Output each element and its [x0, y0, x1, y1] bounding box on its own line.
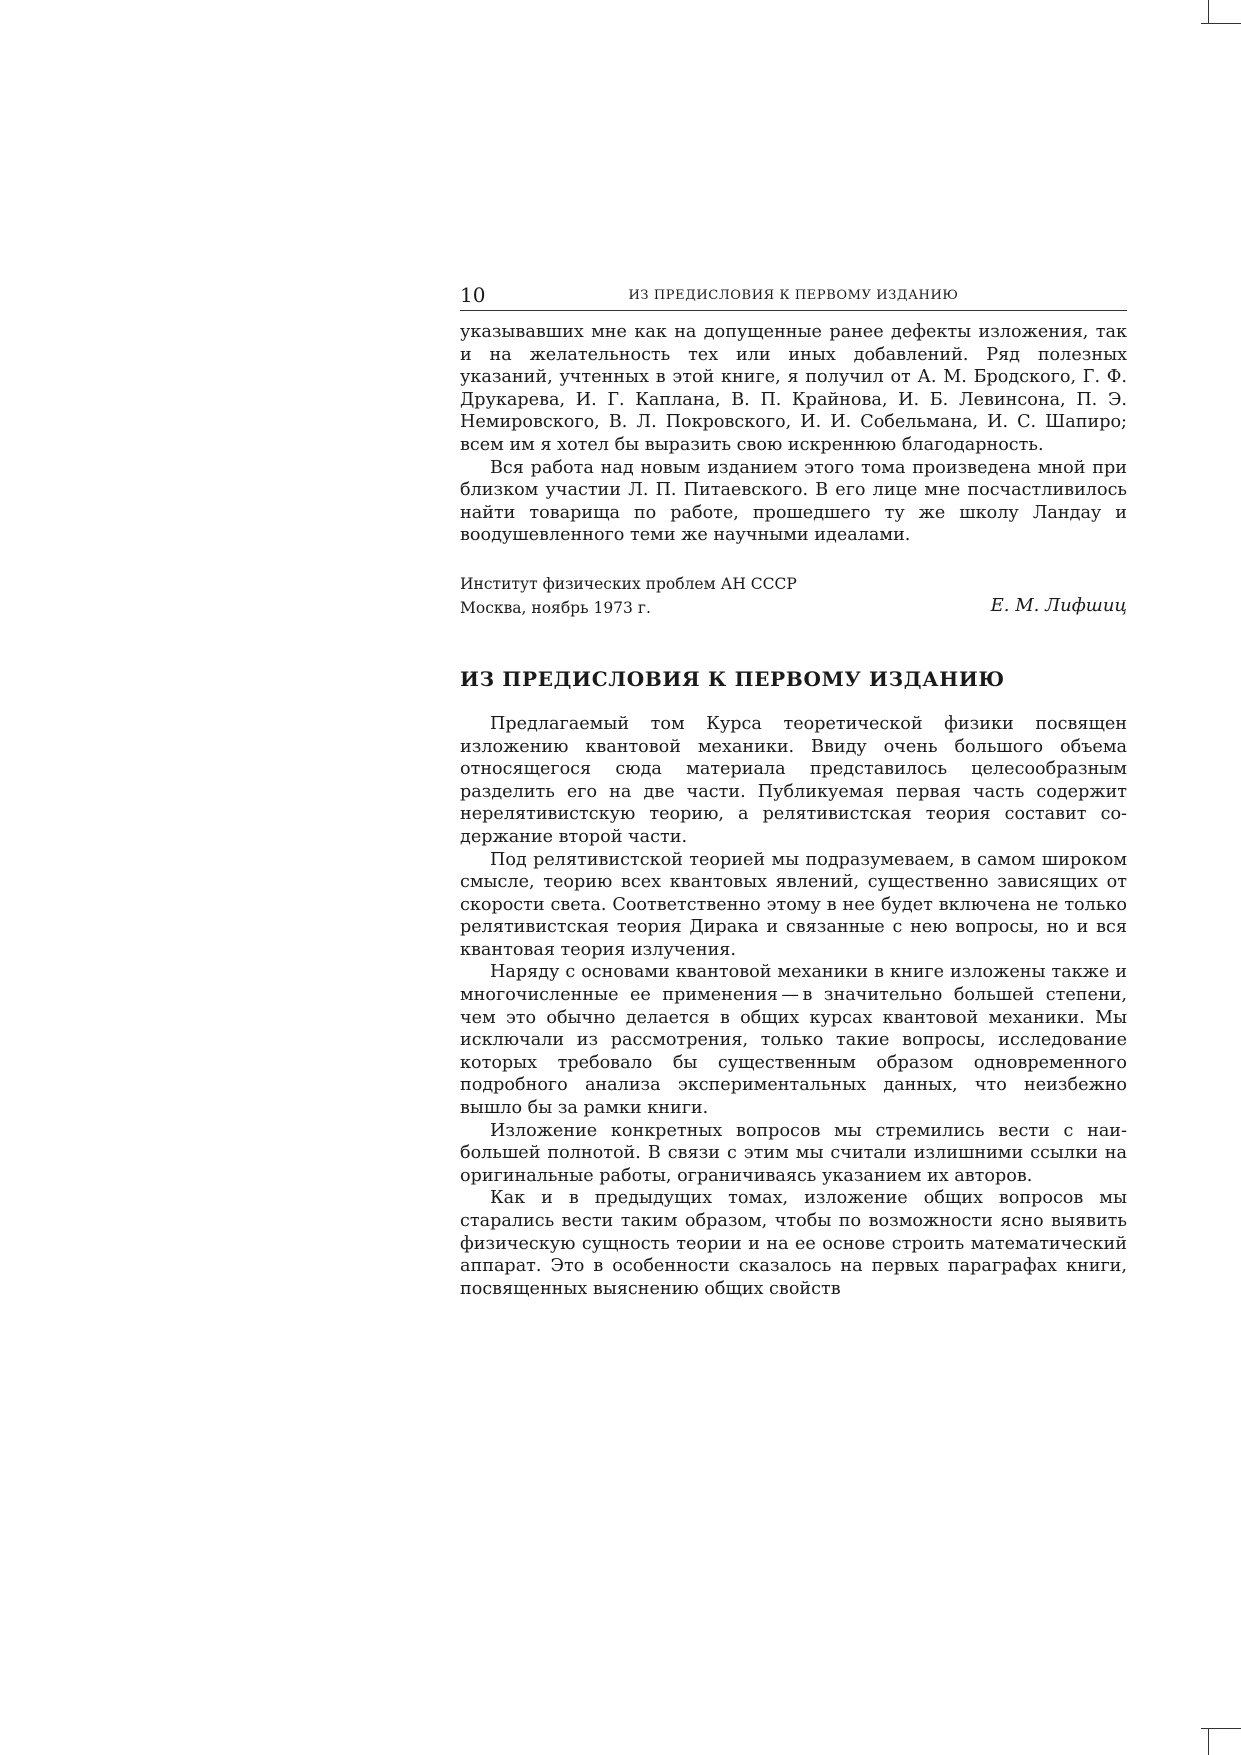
running-head [460, 284, 1127, 311]
section-paragraph: Предлагаемый том Курса теоретической физики посвящен изложению квантовой механики. Ввиду очень большого объема относящегося сюда материала представилось целесообразным разделить его на две части. Публикуемая первая часть содержит нерелятивистскую теорию, а релятивистская теория составит содержание второй части. [460, 713, 1127, 847]
running-title: ИЗ ПРЕДИСЛОВИЯ К ПЕРВОМУ ИЗДАНИЮ [628, 288, 959, 303]
section-paragraph: Как и в предыдущих томах, изложение общих вопросов мы старались вести таким образом, чтобы по возможности ясно выявить физическую сущность теории и на ее основе строить математический аппарат. Это в особенности сказалось на первых параграфах книги, посвященных выяснению общих свойств [460, 1188, 1127, 1299]
page-number: 10 [460, 283, 486, 307]
section-title: ИЗ ПРЕДИСЛОВИЯ К ПЕРВОМУ ИЗДАНИЮ [460, 666, 1005, 691]
page-content [460, 284, 1127, 1300]
section-body [460, 713, 1127, 1300]
crop-mark-bottom-vertical [1208, 1728, 1209, 1755]
crop-mark-bottom-horizontal [1201, 1728, 1241, 1729]
section-paragraph: Наряду с основами квантовой механики в книге изложены также и многочисленные ее применения — в значительно большей степени, чем это обычно делается в общих курсах квантовой механики. Мы исключали из рассмотрения, только такие вопросы, исследование которых требовало бы существенным образом одновременного подробного анализа экспериментальных данных, что неизбежно вышло бы за рамки книги. [460, 962, 1127, 1119]
signature-block [460, 573, 1127, 621]
continuation-paragraph: Вся работа над новым изданием этого тома произведена мной при близком участии Л. П. Питаевского. В его лице мне посчастливилось найти товарища по работе, прошедшего ту же школу Ландау и воодушевленного теми же научными идеалами. [460, 457, 1127, 546]
continuation-paragraph: указывавших мне как на допущенные ранее дефекты изложения, так и на желательность тех или иных добавлений. Ряд полезных указаний, учтенных в этой книге, я получил от А. М. Бродского, Г. Ф. Друкарева, И. Г. Каплана, В. П. Крайнова, И. Б. Левинсона, П. Э. Немировского, В. Л. Покровского, И. И. Собельмана, И. С. Шапиро; всем им я хотел бы выразить свою искреннюю благодарность. [460, 322, 1127, 455]
section-paragraph: Под релятивистской теорией мы подразумеваем, в самом широком смысле, теорию всех квантовых явлений, существенно зависящих от скорости света. Соответственно этому в нее будет включена не только релятивистская теория Дирака и связанные с нею вопросы, но и вся квантовая теория излучения. [460, 849, 1127, 960]
crop-mark-top-horizontal [1201, 23, 1241, 24]
institute-line: Институт физических проблем АН СССР [460, 574, 797, 593]
author-name: Е. М. Лифшиц [990, 594, 1127, 616]
section-paragraph: Изложение конкретных вопросов мы стремились вести с наибольшей полнотой. В связи с этим мы считали излишними ссылки на оригинальные работы, ограничиваясь указанием их авторов. [460, 1120, 1127, 1186]
crop-mark-top-vertical [1208, 0, 1209, 23]
city-date-line: Москва, ноябрь 1973 г. [460, 598, 651, 617]
